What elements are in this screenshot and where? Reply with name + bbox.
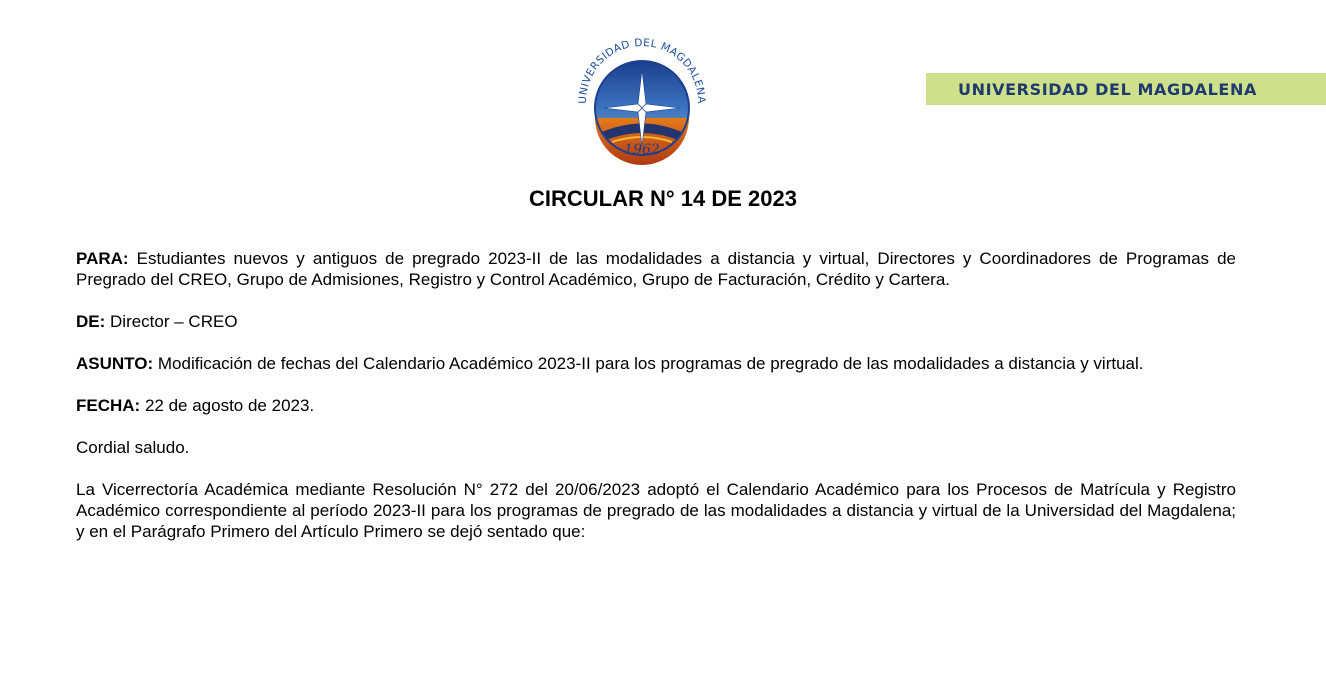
- svg-text:1962: 1962: [624, 142, 660, 158]
- university-seal-icon: [568, 20, 716, 165]
- subject-line: [76, 353, 1236, 374]
- body-paragraph: La Vicerrectoría Académica mediante Resolución N° 272 del 20/06/2023 adoptó el Calendario Académico para los Procesos de Matrícula y Registro Académico correspondiente al período 2023-II para los programas de pregrado de las modalidades a distancia y virtual de la Universidad del Magdalena; y en el Parágrafo Primero del Artículo Primero se dejó sentado que:: [76, 480, 1236, 541]
- document-body: [76, 248, 1236, 563]
- date-line: [76, 395, 1236, 416]
- svg-text:UNIVERSIDAD DEL MAGDALENA: UNIVERSIDAD DEL MAGDALENA: [576, 36, 708, 105]
- fecha-label: FECHA:: [76, 396, 141, 415]
- de-text: Director – CREO: [110, 312, 238, 331]
- asunto-text: Modificación de fechas del Calendario Académico 2023-II para los programas de pregrado de las modalidades a distancia y virtual.: [157, 354, 1144, 373]
- brand-banner: [926, 73, 1326, 105]
- de-label: DE:: [76, 312, 106, 331]
- university-logo: [568, 20, 716, 165]
- asunto-label: ASUNTO:: [76, 354, 154, 373]
- greeting: Cordial saludo.: [76, 438, 190, 457]
- fecha-text: 22 de agosto de 2023.: [144, 396, 315, 415]
- sender-line: [76, 311, 1236, 332]
- para-text: Estudiantes nuevos y antiguos de pregrado 2023-II de las modalidades a distancia y virtual, Directores y Coordinadores de Programas de Pregrado del CREO, Grupo de Admisiones, Registro y Control Académico, Grupo de Facturación, Crédito y Cartera.: [76, 249, 1236, 289]
- para-recipients: [76, 248, 1236, 290]
- document-title: CIRCULAR N° 14 DE 2023: [529, 186, 797, 211]
- brand-text: UNIVERSIDAD DEL MAGDALENA: [958, 79, 1257, 99]
- para-label: PARA:: [76, 249, 129, 268]
